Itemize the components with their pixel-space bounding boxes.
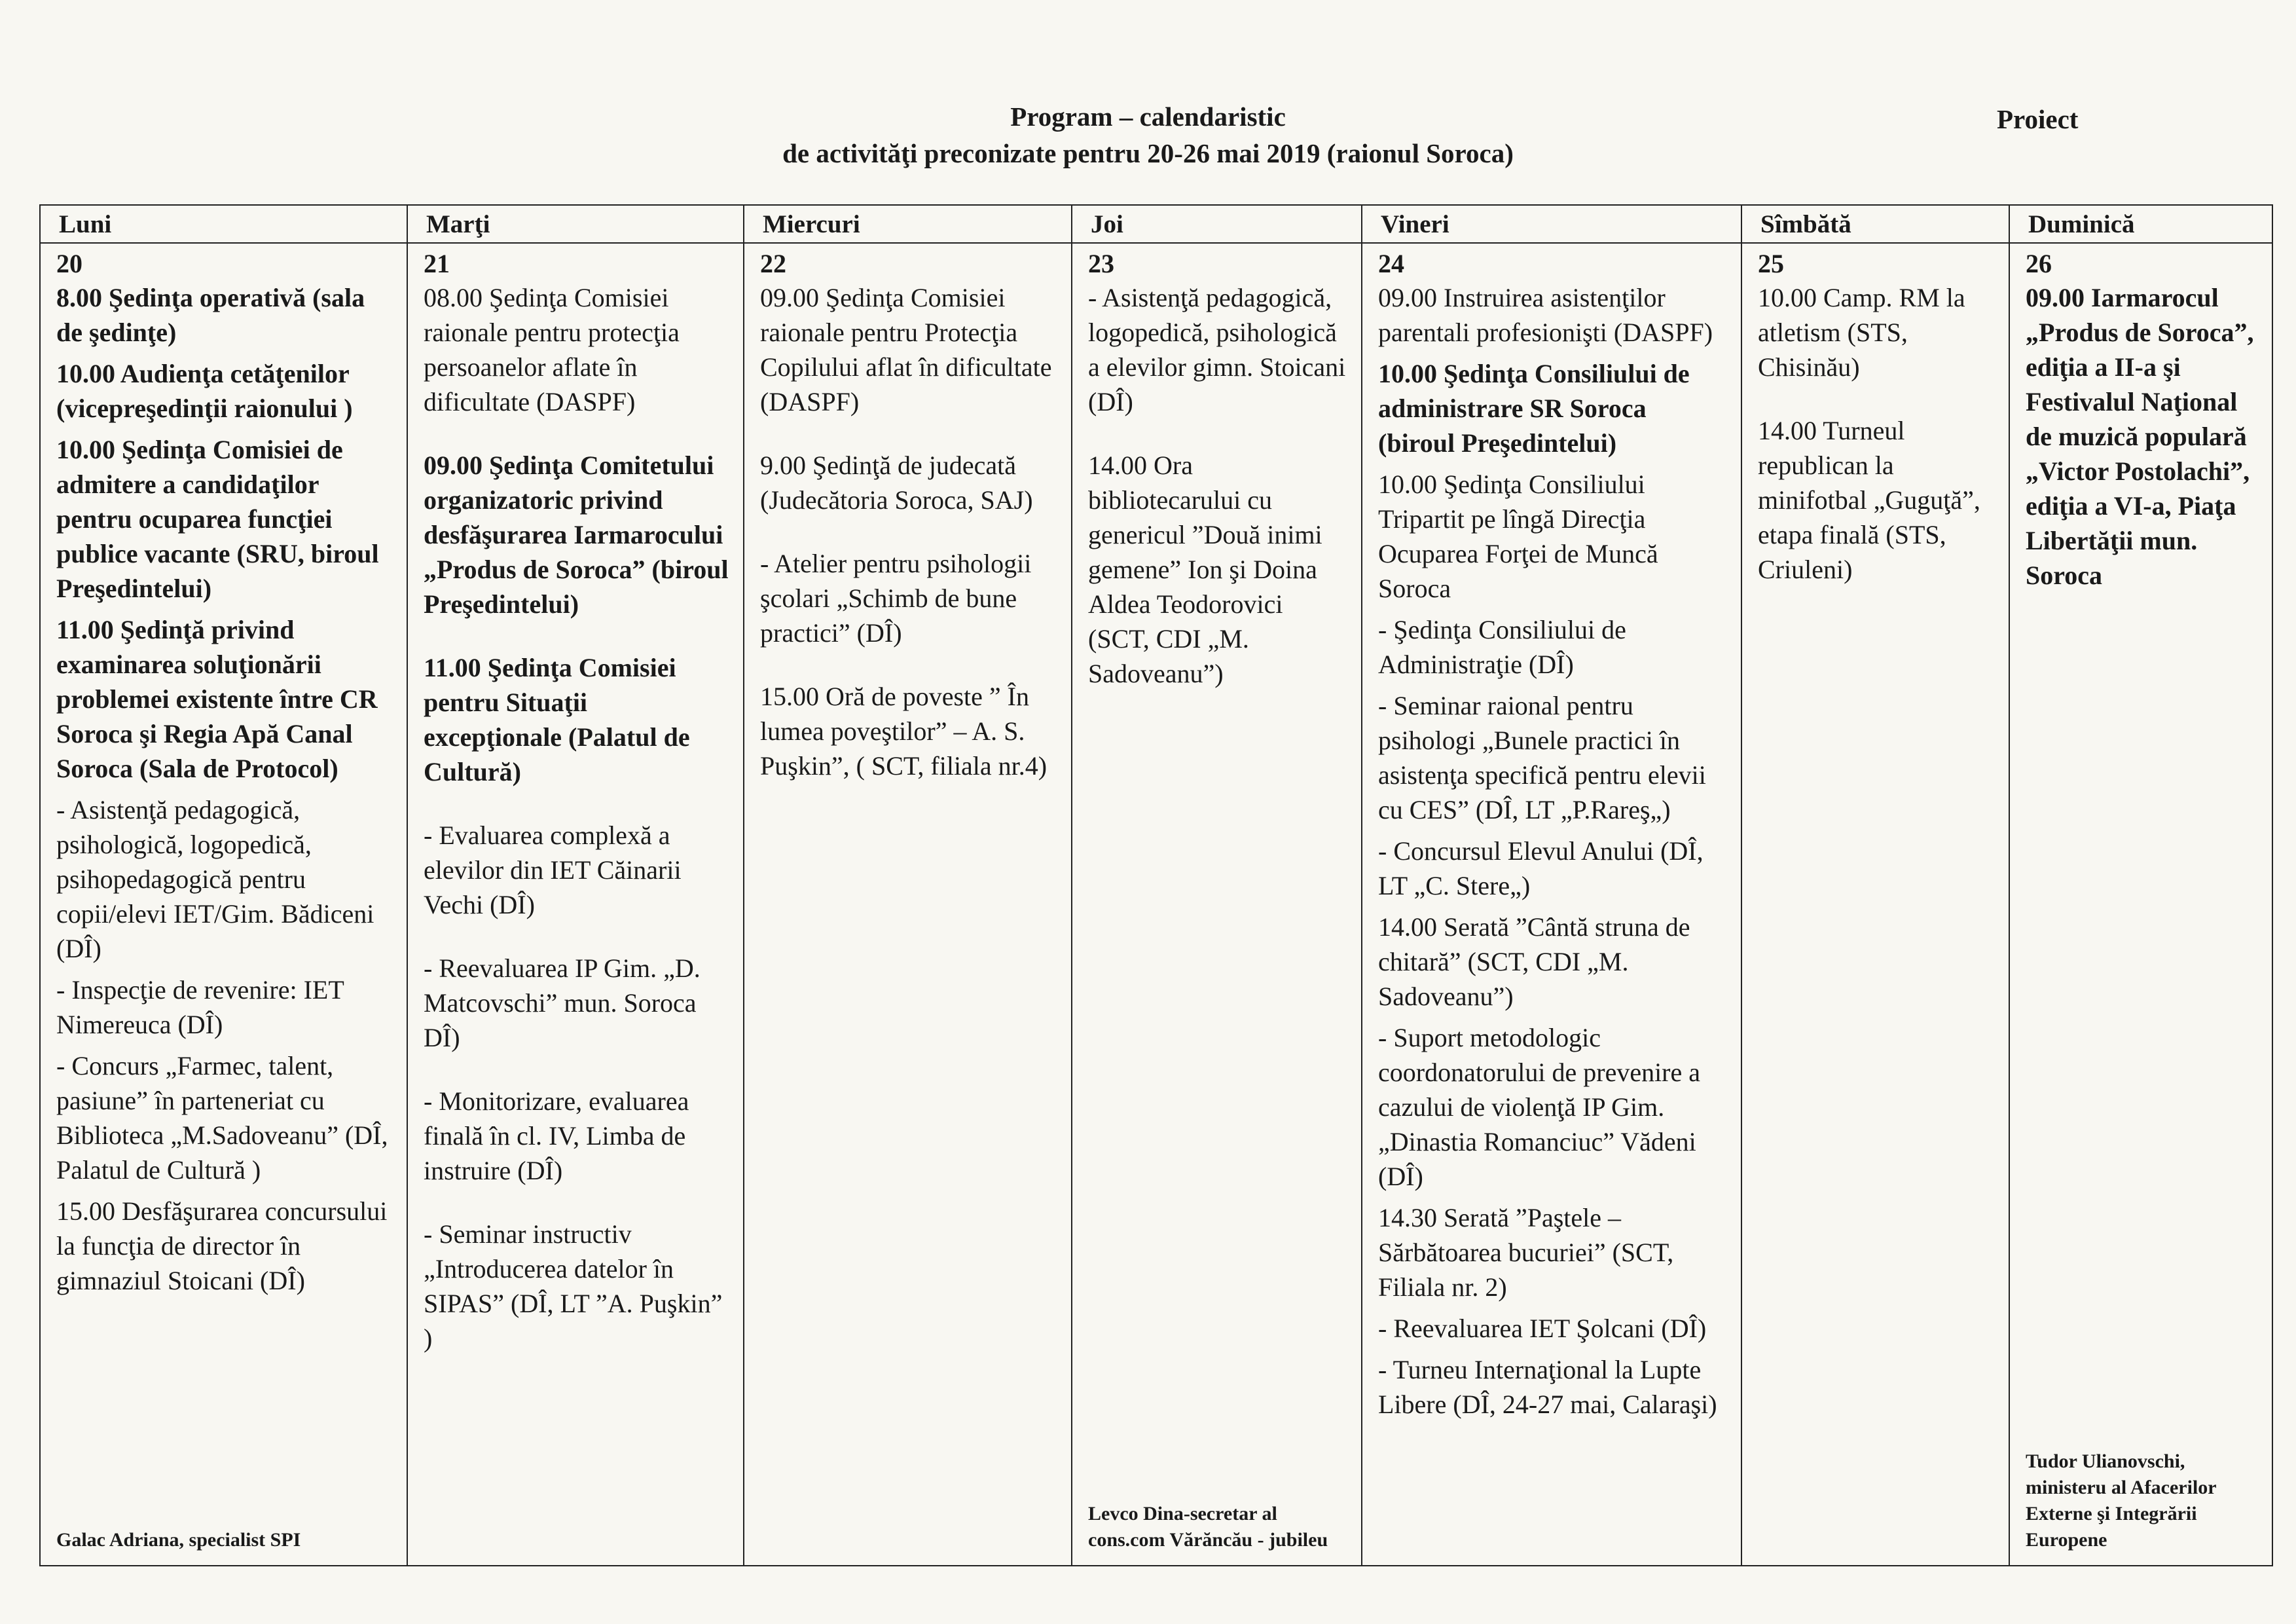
activity-entry: - Suport metodologic coordonatorului de prevenire a cazului de violenţă IP Gim. „Dinastia Romanciuc” Vădeni (DÎ) [1378, 1023, 1701, 1191]
document-title [0, 98, 2296, 172]
day-date: 24 [1378, 249, 1404, 278]
day-date: 26 [2026, 249, 2052, 278]
signature-note: Galac Adriana, specialist SPI [56, 1529, 301, 1551]
day-cell-luni [40, 243, 407, 1566]
activity-entry: 09.00 Instruirea asistenţilor parentali profesionişti (DASPF) [1378, 283, 1713, 347]
day-header-duminica: Duminică [2009, 205, 2272, 243]
activity-entry: 09.00 Şedinţa Comisiei raionale pentru Protecţia Copilului aflat în dificultate (DASPF) [760, 283, 1052, 416]
day-date: 22 [760, 249, 786, 278]
activities-row [40, 243, 2272, 1566]
activity-entry: 14.00 Turneul republican la minifotbal „Guguţă”, etapa finală (STS, Criuleni) [1758, 416, 1980, 584]
activity-entry: 09.00 Şedinţa Comitetului organizatoric privind desfăşurarea Iarmarocului „Produs de Soroca” (biroul Preşedintelui) [424, 451, 729, 619]
day-cell-marti [407, 243, 744, 1566]
activity-entry: 14.00 Serată ”Cântă struna de chitară” (SCT, CDI „M. Sadoveanu”) [1378, 912, 1690, 1011]
day-header-miercuri: Miercuri [744, 205, 1072, 243]
day-header-marti: Marţi [407, 205, 744, 243]
activity-entry: 9.00 Şedinţă de judecată (Judecătoria Soroca, SAJ) [760, 451, 1033, 515]
activity-entry: - Concurs „Farmec, talent, pasiune” în parteneriat cu Biblioteca „M.Sadoveanu” (DÎ, Palatul de Cultură ) [56, 1051, 388, 1185]
day-cell-joi [1072, 243, 1362, 1566]
day-date: 25 [1758, 249, 1784, 278]
weekly-calendar-table [39, 204, 2273, 1566]
activity-entry: - Evaluarea complexă a elevilor din IET Căinarii Vechi (DÎ) [424, 821, 682, 919]
activity-entry: 10.00 Şedinţa Consiliului Tripartit pe lîngă Direcţia Ocuparea Forţei de Muncă Soroca [1378, 470, 1658, 603]
activity-entry: 10.00 Şedinţa Consiliului de administrare SR Soroca (biroul Preşedintelui) [1378, 359, 1690, 458]
activity-entry: 09.00 Iarmarocul „Produs de Soroca”, ediţia a II-a şi Festivalul Naţional de muzică populară „Victor Postolachi”, ediţia a VI-a, Piaţa Libertăţii mun. Soroca [2026, 283, 2254, 590]
day-header-joi: Joi [1072, 205, 1362, 243]
activity-entry: 10.00 Camp. RM la atletism (STS, Chisinău) [1758, 283, 1965, 382]
activity-entry: 11.00 Şedinţa Comisiei pentru Situaţii excepţionale (Palatul de Cultură) [424, 653, 690, 786]
activity-entry: - Turneu Internaţional la Lupte Libere (DÎ, 24-27 mai, Calaraşi) [1378, 1355, 1717, 1419]
activity-entry: - Asistenţă pedagogică, psihologică, logopedică, psihopedagogică pentru copii/elevi IET/Gim. Bădiceni (DÎ) [56, 795, 374, 963]
day-date: 21 [424, 249, 450, 278]
day-cell-simbata [1741, 243, 2009, 1566]
activity-entry: - Reevaluarea IET Şolcani (DÎ) [1378, 1314, 1707, 1343]
activity-entry: - Atelier pentru psihologii şcolari „Schimb de bune practici” (DÎ) [760, 549, 1032, 648]
day-header-simbata: Sîmbătă [1741, 205, 2009, 243]
activity-entry: 15.00 Desfăşurarea concursului la funcţia de director în gimnaziul Stoicani (DÎ) [56, 1196, 388, 1295]
activity-entry: - Inspecţie de revenire: IET Nimereuca (DÎ) [56, 975, 344, 1039]
title-line-1: Program – calendaristic [1010, 101, 1286, 132]
activity-entry: 15.00 Oră de poveste ” În lumea poveştilor” – A. S. Puşkin”, ( SCT, filiala nr.4) [760, 682, 1048, 781]
status-label: Proiect [1997, 104, 2079, 134]
day-cell-miercuri [744, 243, 1072, 1566]
activity-entry: 10.00 Şedinţa Comisiei de admitere a candidaţilor pentru ocuparea funcţiei publice vacante (SRU, biroul Preşedintelui) [56, 435, 379, 603]
activity-entry: 14.00 Ora bibliotecarului cu genericul ”Două inimi gemene” Ion şi Doina Aldea Teodorovici (SCT, CDI „M. Sadoveanu”) [1088, 451, 1322, 688]
title-line-2: de activităţi preconizate pentru 20-26 mai 2019 (raionul Soroca) [782, 138, 1514, 168]
activity-entry: - Seminar raional pentru psihologi „Bunele practici în asistenţa specifică pentru elevii cu CES” (DÎ, LT „P.Rareş„) [1378, 691, 1706, 824]
activity-entry: 08.00 Şedinţa Comisiei raionale pentru protecţia persoanelor aflate în dificultate (DASPF) [424, 283, 680, 416]
activity-entry: 14.30 Serată ”Paştele – Sărbătoarea bucuriei” (SCT, Filiala nr. 2) [1378, 1203, 1674, 1302]
activity-entry: - Monitorizare, evaluarea finală în cl. IV, Limba de instruire (DÎ) [424, 1086, 689, 1185]
day-date: 23 [1088, 249, 1114, 278]
day-cell-duminica [2009, 243, 2272, 1566]
day-cell-vineri [1362, 243, 1741, 1566]
signature-note: Levco Dina-secretar al cons.com Vărăncău - jubileu [1088, 1503, 1328, 1551]
signature-note: Tudor Ulianovschi, ministeru al Afacerilor Externe şi Integrării Europene [2026, 1450, 2217, 1551]
day-date: 20 [56, 249, 82, 278]
activity-entry: - Reevaluarea IP Gim. „D. Matcovschi” mun. Soroca DÎ) [424, 953, 701, 1052]
activity-entry: - Concursul Elevul Anului (DÎ, LT „C. Stere„) [1378, 836, 1704, 900]
activity-entry: - Seminar instructiv „Introducerea datelor în SIPAS” (DÎ, LT ”A. Puşkin” ) [424, 1219, 723, 1353]
activity-entry: 8.00 Şedinţa operativă (sala de şedinţe) [56, 283, 365, 347]
activity-entry: 10.00 Audienţa cetăţenilor (vicepreşedinţii raionului ) [56, 359, 353, 423]
day-header-vineri: Vineri [1362, 205, 1741, 243]
weekday-header-row [40, 205, 2272, 243]
activity-entry: - Asistenţă pedagogică, logopedică, psihologică a elevilor gimn. Stoicani (DÎ) [1088, 283, 1346, 416]
day-header-luni: Luni [40, 205, 407, 243]
activity-entry: - Şedinţa Consiliului de Administraţie (DÎ) [1378, 615, 1626, 679]
activity-entry: 11.00 Şedinţă privind examinarea soluţionării problemei existente între CR Soroca şi Regia Apă Canal Soroca (Sala de Protocol) [56, 615, 378, 783]
